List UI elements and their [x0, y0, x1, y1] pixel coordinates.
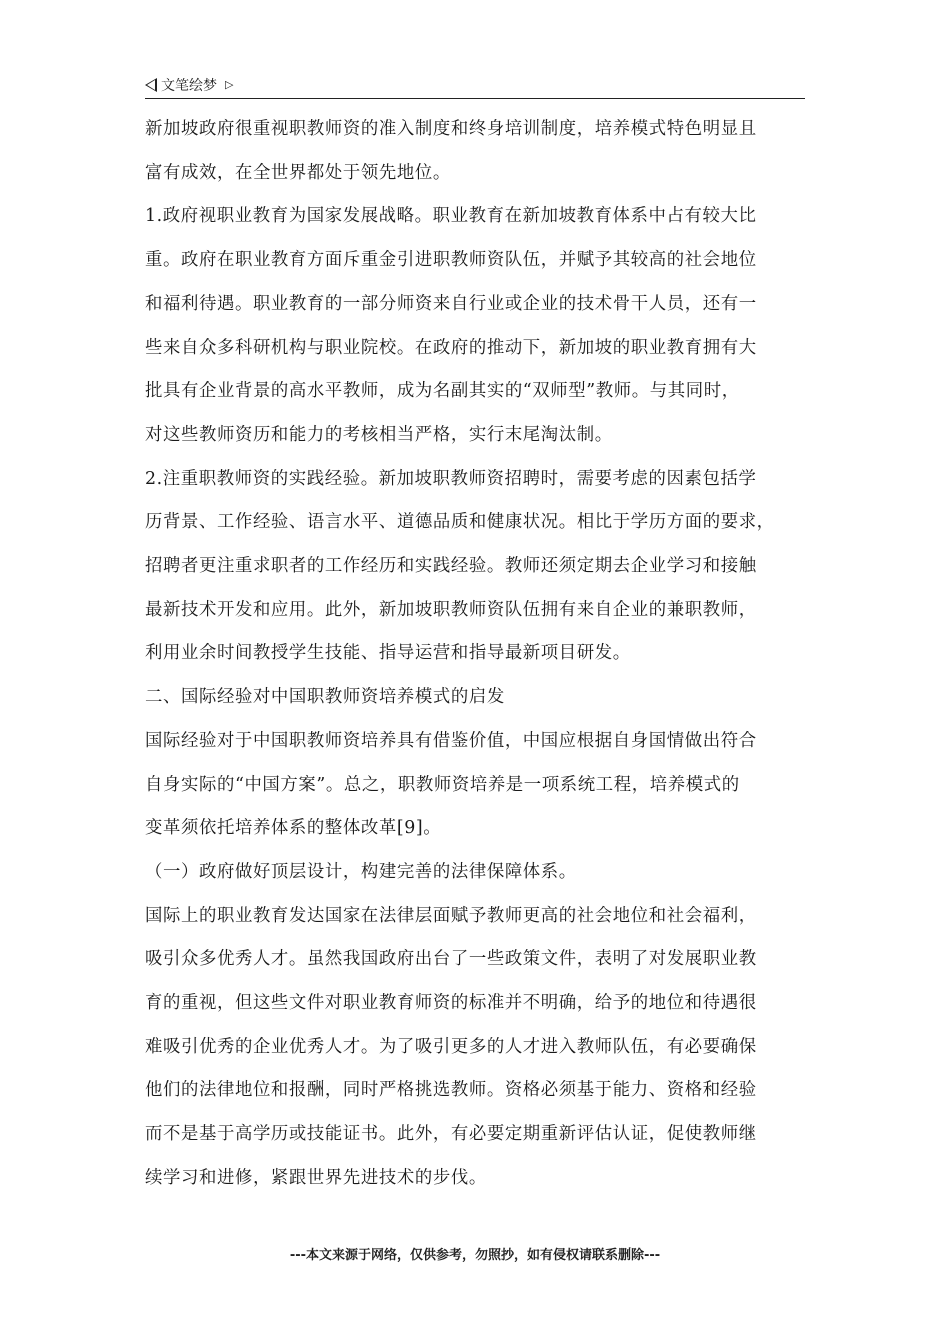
text-line: 变革须依托培养体系的整体改革[9]。	[145, 818, 442, 839]
text-line: 新加坡政府很重视职教师资的准入制度和终身培训制度，培养模式特色明显且	[145, 119, 757, 139]
text-line: 历背景、工作经验、语言水平、道德品质和健康状况。相比于学历方面的要求，	[145, 512, 775, 533]
text-line: 重。政府在职业教育方面斥重金引进职教师资队伍，并赋予其较高的社会地位	[145, 250, 757, 271]
text-line: 招聘者更注重求职者的工作经历和实践经验。教师还须定期去企业学习和接触	[145, 556, 757, 577]
triangle-left-icon	[145, 78, 157, 92]
triangle-right-icon: ▷	[225, 78, 234, 91]
text-line: （一）政府做好顶层设计，构建完善的法律保障体系。	[145, 861, 577, 882]
text-line: 续学习和进修，紧跟世界先进技术的步伐。	[145, 1167, 487, 1188]
footer-disclaimer: ---本文来源于网络，仅供参考，勿照抄，如有侵权请联系删除---	[289, 1248, 661, 1263]
paragraph	[145, 676, 810, 720]
text-line: 对这些教师资历和能力的考核相当严格，实行末尾淘汰制。	[145, 424, 613, 445]
paragraph	[145, 458, 810, 677]
paragraph	[145, 851, 810, 895]
page-header	[145, 74, 805, 99]
text-line: 和福利待遇。职业教育的一部分师资来自行业或企业的技术骨干人员，还有一	[145, 293, 757, 314]
text-line: 1.政府视职业教育为国家发展战略。职业教育在新加坡教育体系中占有较大比	[145, 206, 757, 227]
text-line: 而不是基于高学历或技能证书。此外，有必要定期重新评估认证，促使教师继	[145, 1124, 757, 1145]
text-line: 二、国际经验对中国职教师资培养模式的启发	[145, 687, 505, 708]
text-line: 吸引众多优秀人才。虽然我国政府出台了一些政策文件，表明了对发展职业教	[145, 949, 757, 970]
text-line: 最新技术开发和应用。此外，新加坡职教师资队伍拥有来自企业的兼职教师，	[145, 599, 757, 620]
paragraph	[145, 895, 810, 1201]
text-line: 国际上的职业教育发达国家在法律层面赋予教师更高的社会地位和社会福利，	[145, 905, 757, 926]
header-title: 文笔绘梦	[161, 78, 217, 94]
document-body	[145, 108, 810, 1201]
text-line: 些来自众多科研机构与职业院校。在政府的推动下，新加坡的职业教育拥有大	[145, 337, 757, 358]
text-line: 批具有企业背景的高水平教师，成为名副其实的“双师型”教师。与其同时，	[145, 381, 740, 402]
paragraph	[145, 195, 810, 457]
text-line: 难吸引优秀的企业优秀人才。为了吸引更多的人才进入教师队伍，有必要确保	[145, 1036, 757, 1057]
text-line: 富有成效，在全世界都处于领先地位。	[145, 162, 451, 183]
text-line: 自身实际的“中国方案”。总之，职教师资培养是一项系统工程，培养模式的	[145, 774, 740, 795]
text-line: 他们的法律地位和报酬，同时严格挑选教师。资格必须基于能力、资格和经验	[145, 1080, 757, 1101]
paragraph	[145, 108, 810, 195]
paragraph	[145, 720, 810, 851]
text-line: 国际经验对于中国职教师资培养具有借鉴价值，中国应根据自身国情做出符合	[145, 730, 757, 751]
text-line: 利用业余时间教授学生技能、指导运营和指导最新项目研发。	[145, 643, 631, 664]
text-line: 育的重视，但这些文件对职业教育师资的标准并不明确，给予的地位和待遇很	[145, 993, 757, 1014]
text-line: 2.注重职教师资的实践经验。新加坡职教师资招聘时，需要考虑的因素包括学	[145, 468, 757, 489]
